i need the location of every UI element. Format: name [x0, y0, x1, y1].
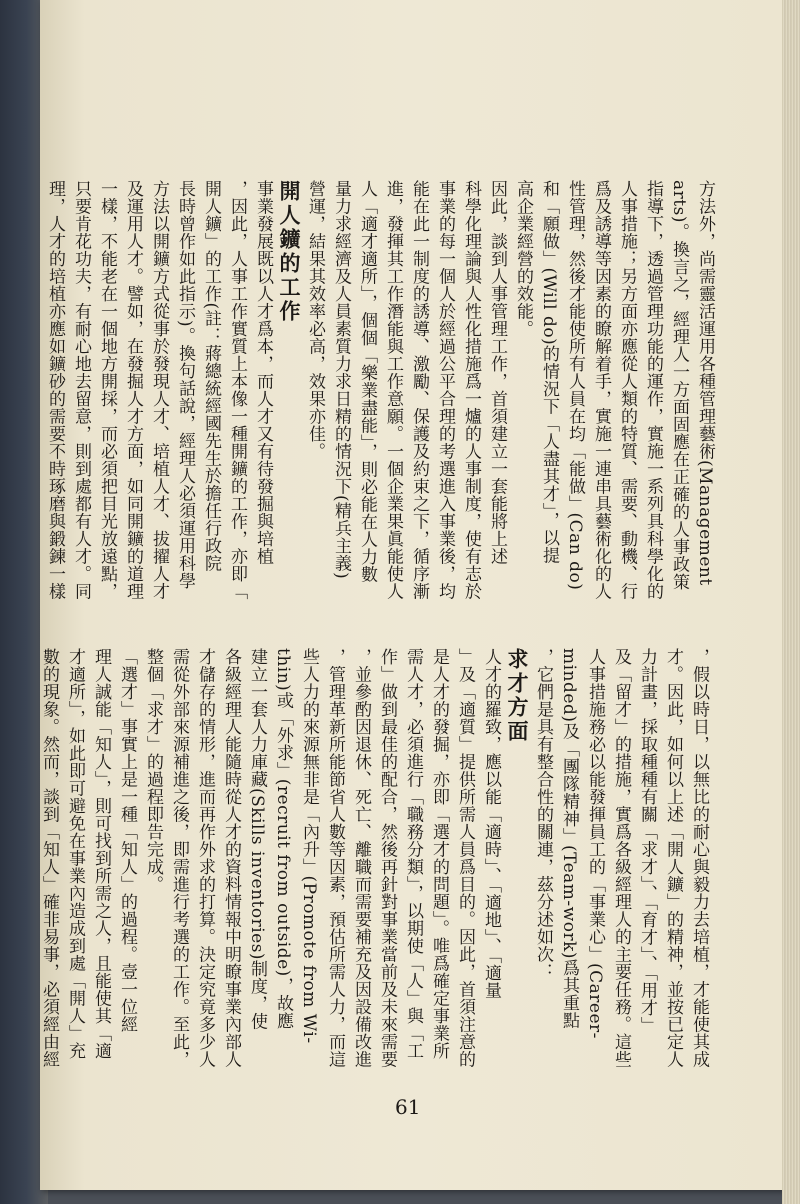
top-text-column: 人「適才適所」，個個「樂業盡能」，則必能在人力數: [357, 180, 377, 583]
top-text-column: 方法以開鑛方式從事於發現人才、培植人才、拔擢人才: [149, 180, 169, 600]
bottom-text-column: ，管理革新所能節省人數等因素，預估所需人力，而這: [325, 648, 345, 1068]
bottom-text-column: minded)及「團隊精神」(Team-work)爲其重點: [559, 648, 579, 1030]
top-text-column: 只要肯花功夫，有耐心地去留意，則到處都有人才。同: [71, 180, 91, 600]
bottom-text-column: ，它們是具有整合性的關連，茲分述如次：: [533, 648, 553, 981]
top-text-column: 長時曾作如此指示)。換句話說，經理人必須運用科學: [175, 180, 195, 590]
bottom-text-column: 數的現象。然而，談到「知人」確非易事，必須經由經: [39, 648, 59, 1068]
top-section-heading: 開人鑛的工作: [277, 180, 302, 324]
bottom-text-column: 才適所」，如此即可避免在事業內造成到處「開人」充: [65, 648, 85, 1060]
top-text-column: 事業發展既以人才爲本，而人才又有待發掘與培植: [253, 180, 273, 565]
bottom-text-column: 建立一套人力庫藏(Skills inventories)制度，使: [247, 648, 267, 1031]
page-number: 61: [395, 1095, 421, 1119]
top-text-column: 高企業經營的效能。: [513, 180, 533, 338]
bottom-text-column: thin)或「外求」(recruit from outside)，故應: [273, 648, 293, 1030]
bottom-text-column: 人才的羅致，應以能「適時」、「適地」、「適量: [481, 648, 501, 999]
top-text-column: 和「願做」(Will do)的情況下「人盡其才」，以提: [539, 180, 559, 565]
top-text-column: 科學化理論與人性化措施爲一爐的人事制度，使有志於: [461, 180, 481, 600]
top-text-column: 指導下，透過管理功能的運作，實施一系列具科學化的: [643, 180, 663, 600]
top-text-column: 因此，談到人事管理工作，首須建立一套能將上述: [487, 180, 507, 565]
top-text-column: 爲及誘導等因素的瞭解着手，實施一連串具藝術化的人: [591, 180, 611, 600]
bottom-text-column: 力計畫，採取種種有關「求才」、「育才」、「用才」: [637, 648, 657, 1034]
bottom-text-column: 作」做到最佳的配合，然後再針對事業當前及未來需要: [377, 648, 397, 1068]
top-text-column: ，因此，人事工作實質上本像一種開鑛的工作，亦即「: [227, 180, 247, 600]
bottom-text-column: ，並參酌因退休、死亡、離職而需要補充及因設備改進: [351, 648, 371, 1068]
top-text-column: 事業的每一個人於經過公平合理的考選進入事業後，均: [435, 180, 455, 600]
top-text-column: arts)。換言之，經理人一方面固應在正確的人事政策: [669, 180, 689, 591]
top-text-column: 方法外，尚需靈活運用各種管理藝術(Management: [695, 180, 715, 586]
bottom-text-column: 及「留才」的措施，實爲各級經理人的主要任務。這些: [611, 648, 631, 1068]
bottom-text-column: 才儲存的情形，進而再作外求的打算。決定究竟多少人: [195, 648, 215, 1068]
top-text-column: 一樣，不能老在一個地方開採，而必須把目光放遠點，: [97, 180, 117, 600]
bottom-text-column: 整個「求才」的過程即告完成。: [143, 648, 163, 893]
bottom-text-column: 才。因此，如何以上述「開人鑛」的精神，並按已定人: [663, 648, 683, 1068]
bottom-text-column: 人事措施務必以能發揮員工的「事業心」(Career-: [585, 648, 605, 1039]
top-text-column: 能在此一制度的誘導、激勵、保護及約束之下，循序漸: [409, 180, 429, 600]
top-text-column: 及運用人才。譬如，在發掘人才方面，如同開鑛的道理: [123, 180, 143, 600]
page-edge: [782, 0, 800, 1204]
top-text-column: 營運，結果其效率必高，效果亦佳。: [305, 180, 325, 460]
bottom-text-column: 各級經理人能隨時從人才的資料情報中明瞭事業內部人: [221, 648, 241, 1068]
bottom-text-column: ，假以時日，以無比的耐心與毅力去培植，才能使其成: [689, 648, 709, 1068]
bottom-text-column: 理人誠能「知人」，則可找到所需之人，且能使其「適: [91, 648, 111, 1060]
bottom-text-block: [36, 648, 712, 1088]
top-text-column: 理，人才的培植亦應如鑛砂的需要不時琢磨與鍛鍊一樣: [45, 180, 65, 600]
top-text-column: 量力求經濟及人員素質力求日精的情況下(精兵主義): [331, 180, 351, 580]
top-text-column: 性管理，然後才能使所有人員在均「能做」(Can do): [565, 180, 585, 591]
bottom-text-column: 是人才的發掘，亦即「選才的問題」。唯爲確定事業所: [429, 648, 449, 1060]
bottom-section-heading: 求才方面: [505, 648, 530, 744]
top-text-column: 開人鑛」的工作(註：蔣總統經國先生於擔任行政院: [201, 180, 221, 573]
bottom-text-column: 需人才，必須進行「職務分類」，以期使「人」與「工: [403, 648, 423, 1060]
top-text-column: 進，發揮其工作潛能與工作意願。一個企業果眞能使人: [383, 180, 403, 600]
bottom-text-column: 些人力的來源無非是「內升」(Promote from Wi-: [299, 648, 319, 1044]
bottom-text-column: 需從外部來源補進之後，即需進行考選的工作。至此，: [169, 648, 189, 1068]
bottom-text-column: 」及「適質」提供所需人員爲目的。因此，首須注意的: [455, 648, 475, 1068]
top-text-block: [42, 180, 718, 620]
top-text-column: 人事措施；另方面亦應從人類的特質、需要、動機、行: [617, 180, 637, 600]
bottom-text-column: 「選才」事實上是一種「知人」的過程。壹一位經: [117, 648, 137, 1033]
